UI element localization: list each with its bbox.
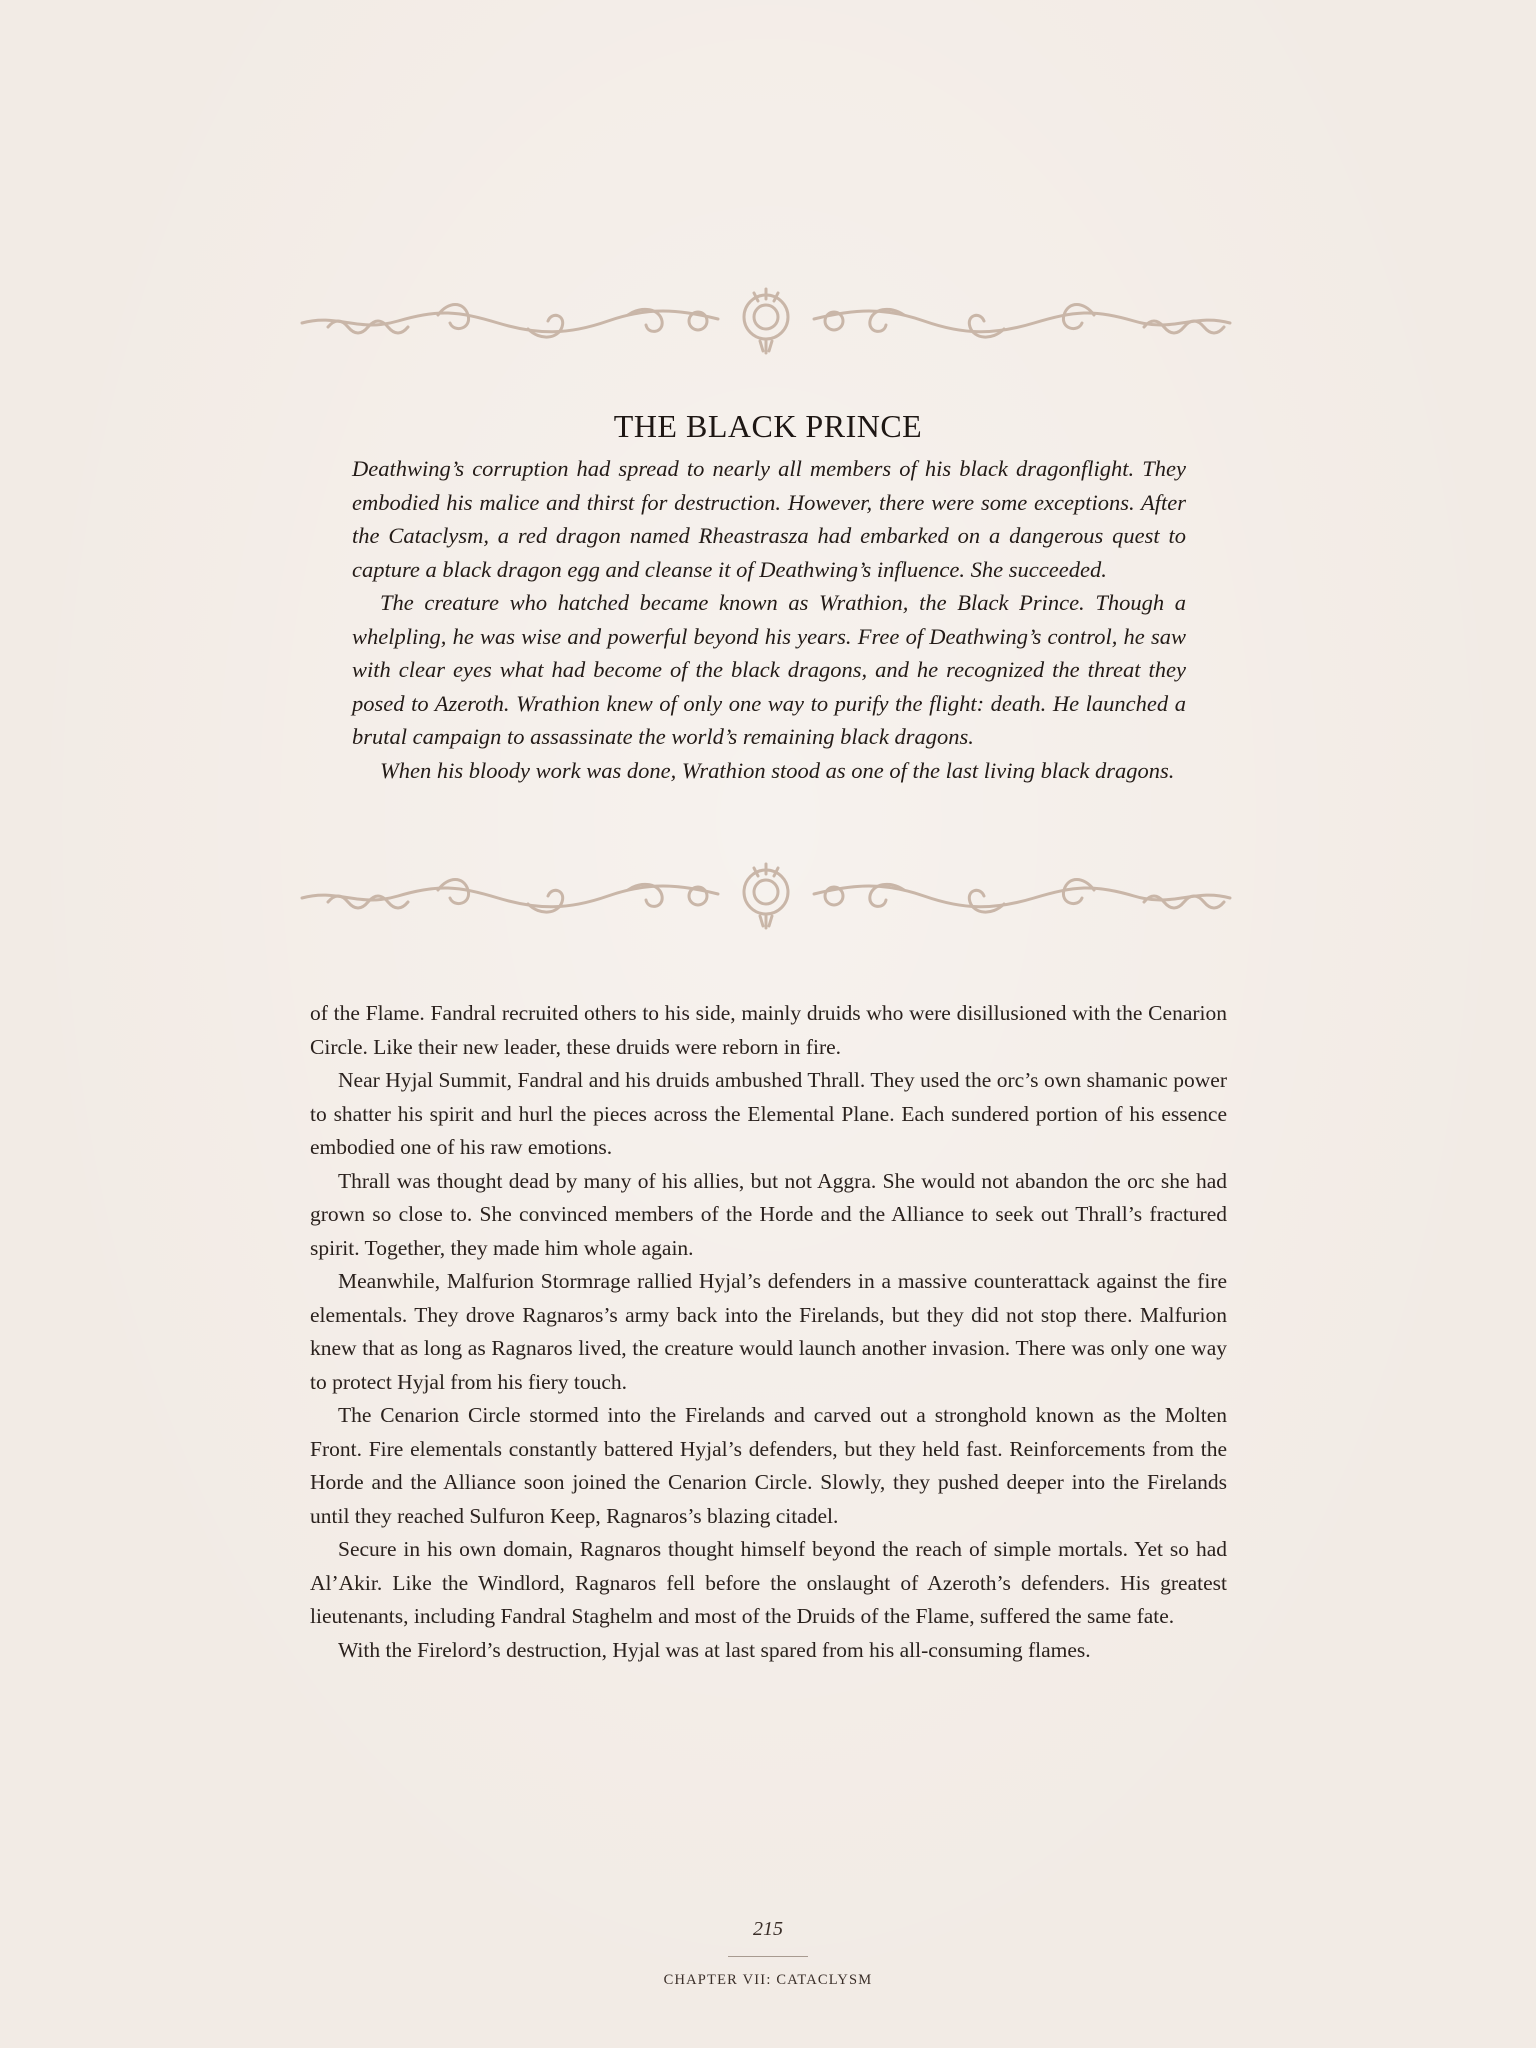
sidebar-paragraph: When his bloody work was done, Wrathion stood as one of the last living black dragons. [380, 757, 1175, 783]
sidebar-title: THE BLACK PRINCE [613, 408, 923, 444]
body-paragraph: With the Firelord’s destruction, Hyjal was at last spared from his all-consuming flames. [338, 1637, 1091, 1662]
sidebar-box [352, 452, 1186, 787]
body-paragraph: Near Hyjal Summit, Fandral and his druids ambushed Thrall. They used the orc’s own shamanic power to shatter his spirit and hurl the pieces across the Elemental Plane. Each sundered portion of his essence embodied one of his raw emotions. [310, 1068, 1227, 1159]
page-number: 215 [753, 1918, 783, 1940]
ornamental-divider-top [298, 285, 1234, 355]
body-paragraph: Thrall was thought dead by many of his allies, but not Aggra. She would not abandon the orc she had grown so close to. She convinced members of the Horde and the Alliance to seek out Thrall’s fractured spirit. Together, they made him whole again. [310, 1168, 1227, 1260]
body-paragraph: Secure in his own domain, Ragnaros thought himself beyond the reach of simple mortals. Yet so had Al’Akir. Like the Windlord, Ragnaros fell before the onslaught of Azeroth’s defenders. His greatest lieutenants, including Fandral Staghelm and most of the Druids of the Flame, suffered the same fate. [310, 1537, 1227, 1628]
footer-rule [728, 1956, 808, 1957]
body-paragraph: The Cenarion Circle stormed into the Firelands and carved out a stronghold known as the Molten Front. Fire elementals constantly battered Hyjal’s defenders, but they held fast. Reinforcements from the Horde and the Alliance soon joined the Cenarion Circle. Slowly, they pushed deeper into the Firelands until they reached Sulfuron Keep, Ragnaros’s blazing citadel. [310, 1403, 1227, 1528]
body-paragraph: Meanwhile, Malfurion Stormrage rallied Hyjal’s defenders in a massive counterattack against the fire elementals. They drove Ragnaros’s army back into the Firelands, but they did not stop there. Malfurion knew that as long as Ragnaros lived, the creature would launch another invasion. There was only one way to protect Hyjal from his fiery touch. [310, 1269, 1227, 1394]
sidebar-paragraph: The creature who hatched became known as Wrathion, the Black Prince. Though a whelpling, he was wise and powerful beyond his years. Free of Deathwing’s control, he saw with clear eyes what had become of the black dragons, and he recognized the threat they posed to Azeroth. Wrathion knew of only one way to purify the flight: death. He launched a brutal campaign to assassinate the world’s remaining black dragons. [352, 590, 1186, 749]
ornamental-divider-bottom [298, 860, 1234, 930]
body-paragraph: of the Flame. Fandral recruited others to his side, mainly druids who were disillusioned with the Cenarion Circle. Like their new leader, these druids were reborn in fire. [310, 1001, 1227, 1059]
body-text [310, 997, 1227, 1667]
chapter-footer: CHAPTER VII: CATACLYSM [663, 1972, 873, 1988]
sidebar-paragraph: Deathwing’s corruption had spread to nearly all members of his black dragonflight. They embodied his malice and thirst for destruction. However, there were some exceptions. After the Cataclysm, a red dragon named Rheastrasza had embarked on a dangerous quest to capture a black dragon egg and cleanse it of Deathwing’s influence. She succeeded. [352, 456, 1186, 582]
